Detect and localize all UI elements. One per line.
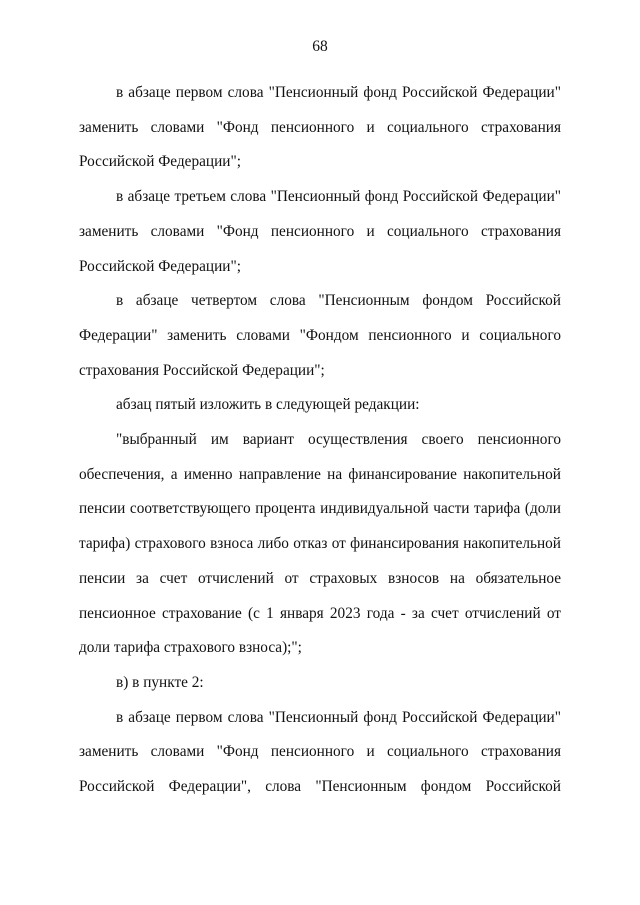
paragraph-3: в абзаце четвертом слова "Пенсионным фондом Российской Федерации" заменить словами "Фондом пенсионного и социального страхования Российской Федерации"; (79, 292, 561, 379)
paragraph-7: в абзаце первом слова "Пенсионный фонд Российской Федерации" заменить словами "Фонд пенсионного и социального страхования Российской Федерации", слова "Пенсионным фондом Российской (79, 708, 561, 796)
paragraph-4: абзац пятый изложить в следующей редакции: (116, 396, 420, 414)
document-body (79, 76, 561, 805)
paragraph-5: "выбранный им вариант осуществления своего пенсионного обеспечения, а именно направление на финансирование накопительной пенсии соответствующего процента индивидуальной части тарифа (доли тарифа) страхового взноса либо отказ от финансирования накопительной пенсии за счет отчислений от страховых взносов на обязательное пенсионное страхование (с 1 января 2023 года - за счет отчислений от доли тарифа страхового взноса);"; (79, 431, 561, 657)
paragraph-1: в абзаце первом слова "Пенсионный фонд Российской Федерации" заменить словами "Фонд пенсионного и социального страхования Российской Федерации"; (79, 84, 561, 171)
paragraph-6: в) в пункте 2: (116, 673, 204, 691)
page-number: 68 (312, 38, 328, 55)
paragraph-2: в абзаце третьем слова "Пенсионный фонд Российской Федерации" заменить словами "Фонд пенсионного и социального страхования Российской Федерации"; (79, 188, 561, 275)
